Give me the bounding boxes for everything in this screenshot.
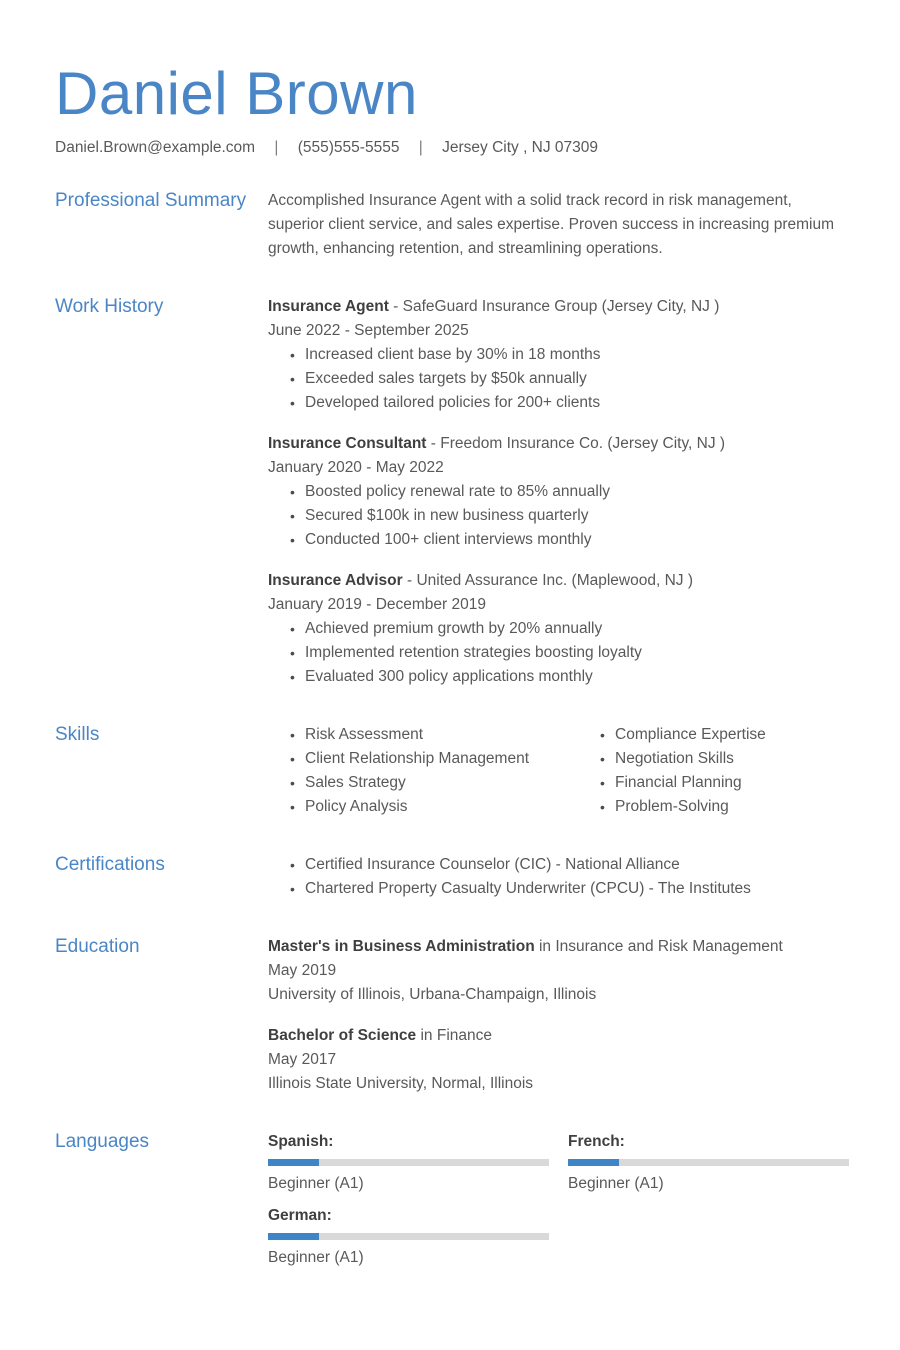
language-entry [568,1130,849,1196]
language-name: French: [568,1133,625,1150]
job-title: Insurance Advisor [268,572,403,589]
language-progress-fill [268,1159,319,1166]
language-progress-bar [268,1233,549,1240]
job-bullet: • Exceeded sales targets by $50k annually [290,367,845,391]
skill-item: • Compliance Expertise [600,723,845,747]
skill-item: • Client Relationship Management [290,747,578,771]
contact-phone: (555)555-5555 [297,139,400,156]
job-title-line [268,569,845,593]
language-progress-fill [568,1159,619,1166]
job-entry [268,432,845,552]
skill-item: • Negotiation Skills [600,747,845,771]
section-languages [55,1130,845,1270]
skill-item: • Financial Planning [600,771,845,795]
job-company: - United Assurance Inc. (Maplewood, NJ ) [402,572,693,589]
language-entry [268,1204,549,1270]
language-level: Beginner (A1) [268,1175,364,1192]
section-skills [55,723,845,819]
job-title: Insurance Consultant [268,435,427,452]
job-bullet: • Evaluated 300 policy applications monthly [290,665,845,689]
section-label-work-history: Work History [55,296,164,317]
contact-separator: | [418,139,423,156]
section-summary [55,189,845,261]
job-dates: June 2022 - September 2025 [268,322,469,339]
skills-columns [268,723,845,819]
contact-line [55,139,845,157]
languages-grid [268,1130,849,1270]
languages-body [268,1130,849,1270]
degree-field: in Insurance and Risk Management [534,938,783,955]
degree-entry [268,935,845,1007]
job-entry [268,569,845,689]
skill-item: • Risk Assessment [290,723,578,747]
certification-item: • Chartered Property Casualty Underwriter (CPCU) - The Institutes [290,877,845,901]
degree-title-line [268,1024,845,1048]
language-progress-bar [268,1159,549,1166]
section-label-skills: Skills [55,724,100,745]
language-level: Beginner (A1) [268,1249,364,1266]
job-bullet-list [268,480,845,552]
job-bullet-list [268,617,845,689]
job-title-line [268,432,845,456]
job-bullet: • Implemented retention strategies boosting loyalty [290,641,845,665]
section-label-education: Education [55,936,140,957]
certifications-body [268,853,845,901]
section-work-history [55,295,845,689]
contact-email: Daniel.Brown@example.com [55,139,256,156]
section-education [55,935,845,1096]
job-dates: January 2020 - May 2022 [268,459,444,476]
skill-item: • Policy Analysis [290,795,578,819]
skills-column-left [268,723,578,819]
contact-location: Jersey City , NJ 07309 [442,139,599,156]
job-bullet-list [268,343,845,415]
job-company: - SafeGuard Insurance Group (Jersey City, NJ ) [388,298,720,315]
language-name: German: [268,1207,332,1224]
degree-school: Illinois State University, Normal, Illinois [268,1075,534,1092]
section-certifications [55,853,845,901]
job-company: - Freedom Insurance Co. (Jersey City, NJ ) [426,435,726,452]
job-bullet: • Boosted policy renewal rate to 85% annually [290,480,845,504]
degree-date: May 2017 [268,1051,337,1068]
contact-separator: | [274,139,279,156]
section-label-languages: Languages [55,1131,150,1152]
skill-item: • Problem-Solving [600,795,845,819]
degree-field: in Finance [416,1027,492,1044]
language-entry [268,1130,549,1196]
page-title: Daniel Brown [55,60,418,127]
skills-body [268,723,845,819]
degree-title: Master's in Business Administration [268,938,535,955]
degree-entry [268,1024,845,1096]
degree-school: University of Illinois, Urbana-Champaign, Illinois [268,986,597,1003]
education-body [268,935,845,1096]
certifications-list [268,853,845,901]
skill-item: • Sales Strategy [290,771,578,795]
language-progress-fill [268,1233,319,1240]
section-label-certifications: Certifications [55,854,165,875]
summary-text: Accomplished Insurance Agent with a solid track record in risk management, superior client service, and sales expertise. Proven success in increasing premium growth, enhancing retention, and streamlining operations. [268,192,834,257]
job-bullet: • Conducted 100+ client interviews monthly [290,528,845,552]
skills-list [268,723,578,819]
job-entry [268,295,845,415]
job-bullet: • Secured $100k in new business quarterly [290,504,845,528]
degree-title-line [268,935,845,959]
language-level: Beginner (A1) [568,1175,664,1192]
language-progress-bar [568,1159,849,1166]
job-title: Insurance Agent [268,298,389,315]
language-name: Spanish: [268,1133,334,1150]
skills-list [578,723,845,819]
work-history-body [268,295,845,689]
degree-title: Bachelor of Science [268,1027,417,1044]
certification-item: • Certified Insurance Counselor (CIC) - National Alliance [290,853,845,877]
job-bullet: • Increased client base by 30% in 18 months [290,343,845,367]
job-bullet: • Developed tailored policies for 200+ clients [290,391,845,415]
job-title-line [268,295,845,319]
section-label-summary: Professional Summary [55,190,247,211]
job-dates: January 2019 - December 2019 [268,596,486,613]
job-bullet: • Achieved premium growth by 20% annually [290,617,845,641]
skills-column-right [578,723,845,819]
degree-date: May 2019 [268,962,337,979]
